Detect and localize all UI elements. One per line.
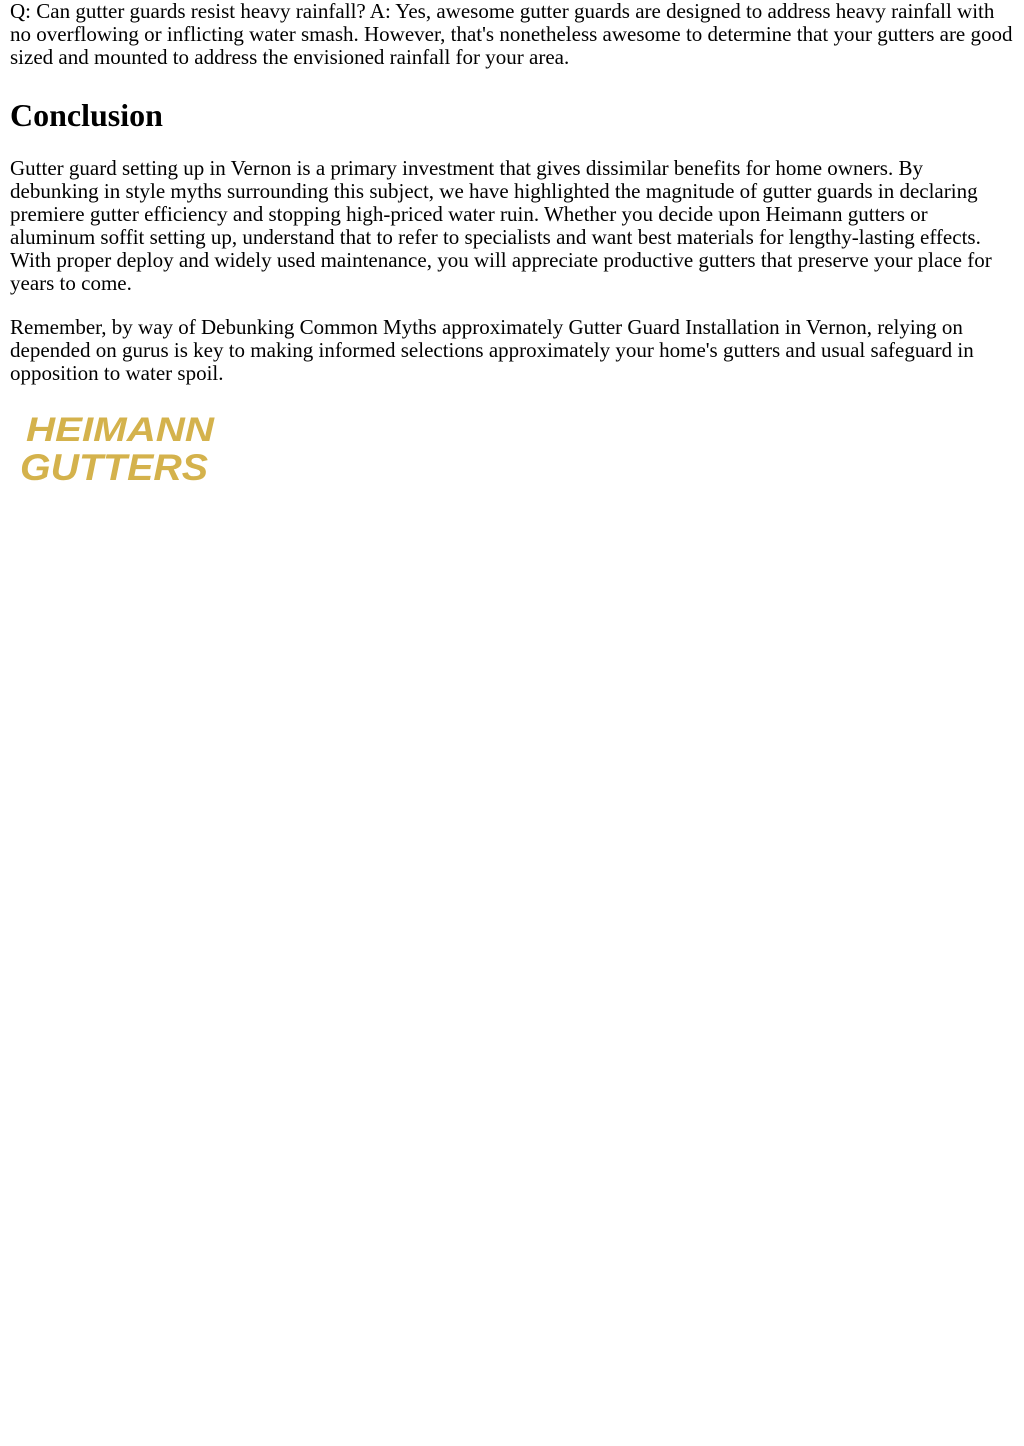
heimann-gutters-logo [18,408,238,488]
conclusion-paragraph-1: Gutter guard setting up in Vernon is a primary investment that gives dissimilar benefits for home owners. By debunking in style myths surrounding this subject, we have highlighted the magnitude of gutter guards in declaring premiere gutter efficiency and stopping high-priced water ruin. Whether you decide upon Heimann gutters or aluminum soffit setting up, understand that to refer to specialists and want best materials for lengthy-lasting effects. With proper deploy and widely used maintenance, you will appreciate productive gutters that preserve your place for years to come. [10,156,992,295]
logo-graphic [18,408,238,488]
faq-paragraph: Q: Can gutter guards resist heavy rainfall? A: Yes, awesome gutter guards are designed to address heavy rainfall with no overflowing or inflicting water smash. However, that's nonetheless awesome to determine that your gutters are good sized and mounted to address the envisioned rainfall for your area. [10,0,1013,69]
conclusion-heading: Conclusion [10,97,163,133]
article-body [10,0,1014,488]
logo-line-1: HEIMANN [26,411,216,449]
logo-line-2: GUTTERS [20,447,209,488]
conclusion-paragraph-2: Remember, by way of Debunking Common Myths approximately Gutter Guard Installation in Vernon, relying on depended on gurus is key to making informed selections approximately your home's gutters and usual safeguard in opposition to water spoil. [10,315,974,385]
